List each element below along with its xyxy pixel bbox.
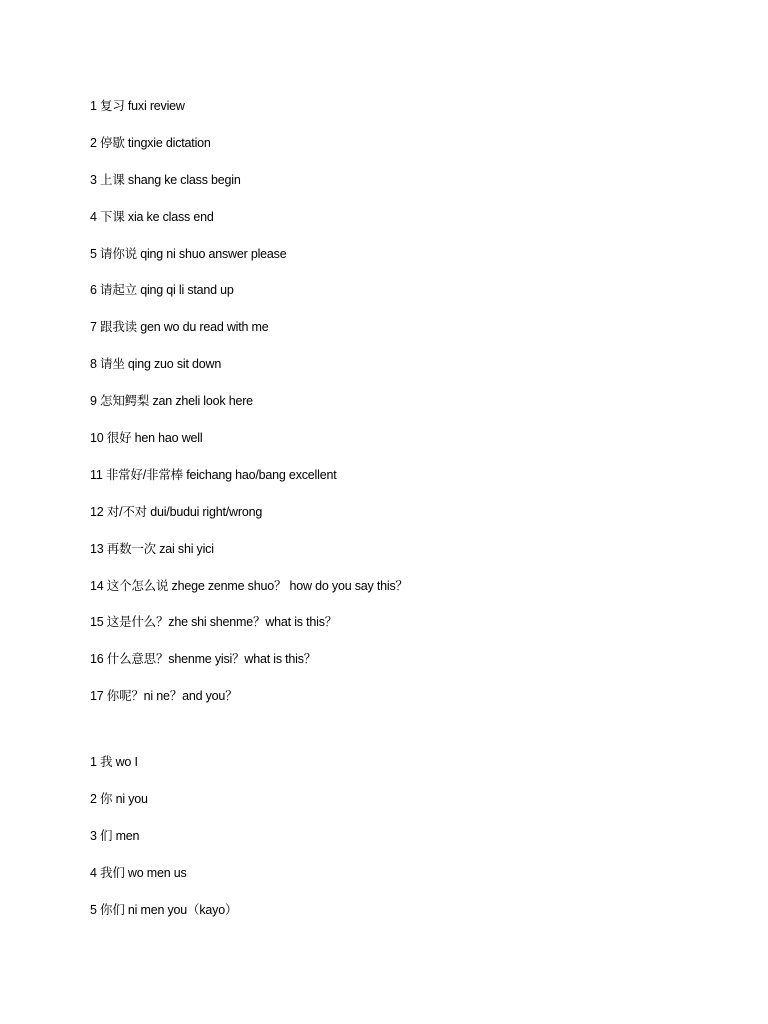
- list-item: 1 复习 fuxi review: [90, 99, 185, 113]
- list-item: 2 停歇 tingxie dictation: [90, 135, 211, 150]
- list-item: 4 下课 xia ke class end: [90, 209, 214, 224]
- classroom-phrases-list: [90, 98, 408, 725]
- list-item: 2 你 ni you: [90, 791, 148, 806]
- list-item: 5 你们 ni men you（kayo）: [90, 902, 238, 917]
- list-item: 12 对/不对 dui/budui right/wrong: [90, 504, 263, 519]
- list-item: 8 请坐 qing zuo sit down: [90, 357, 222, 372]
- list-item: 16 什么意思？shenme yisi？what is this？: [90, 652, 317, 667]
- list-item: 10 很好 hen hao well: [90, 431, 203, 446]
- list-item: 5 请你说 qing ni shuo answer please: [90, 246, 287, 261]
- list-item: 4 我们 wo men us: [90, 865, 187, 880]
- list-item: 14 这个怎么说 zhege zenme shuo？ how do you say this？: [90, 578, 408, 593]
- list-item: 3 上课 shang ke class begin: [90, 172, 241, 187]
- list-item: 7 跟我读 gen wo du read with me: [90, 320, 269, 335]
- list-item: 15 这是什么？zhe shi shenme？what is this？: [90, 615, 338, 630]
- list-item: 11 非常好/非常棒 feichang hao/bang excellent: [90, 467, 337, 482]
- list-item: 1 我 wo I: [90, 755, 138, 769]
- list-item: 17 你呢？ni ne？and you？: [90, 689, 238, 704]
- list-item: 13 再数一次 zai shi yici: [90, 541, 214, 556]
- list-item: 6 请起立 qing qi li stand up: [90, 283, 234, 298]
- list-item: 9 怎知鳄梨 zan zheli look here: [90, 394, 253, 409]
- pronouns-list: [90, 754, 237, 938]
- list-item: 3 们 men: [90, 828, 140, 843]
